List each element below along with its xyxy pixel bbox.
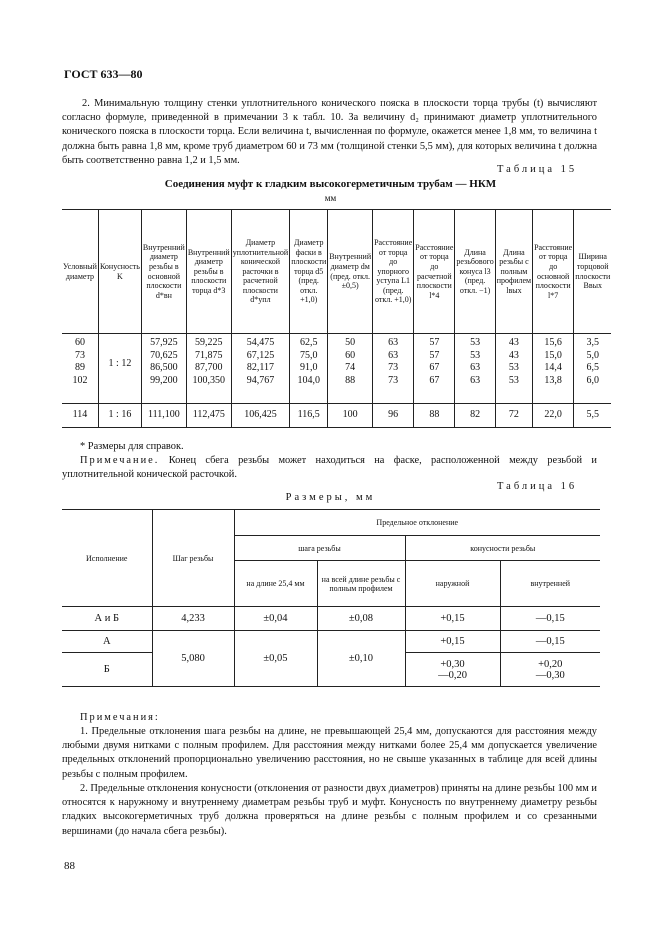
cell: 54,475 [246, 337, 275, 348]
cell: 88 [414, 404, 455, 428]
cell: —0,20 [438, 669, 467, 681]
cell: —0,15 [500, 607, 600, 631]
cell: 43 [508, 349, 519, 361]
notes2-item-2: 2. Предельные отклонения конусности (отклонения от разности двух диаметров) приняты на длине резьбы 100 мм и относятся к наружному и внутреннему диаметрам резьбы труб и муфт. Конусность по внутреннему диаметру резьбы гладких высокогерметичных труб должна проверяться на длине резьбы с полным профилем и со срезанными вершинами (до начала сбега резьбы). [62, 783, 597, 837]
cell: 4,233 [152, 607, 234, 631]
cell: ±0,04 [234, 607, 317, 631]
cell: 60 [74, 337, 85, 348]
cell: +0,30 [440, 658, 465, 670]
th-full: на всей длине резьбы с полным профилем [317, 561, 405, 607]
cell: 62,5 [299, 337, 318, 348]
cell: ±0,08 [317, 607, 405, 631]
th-outer: наружной [405, 561, 500, 607]
cell: 82 [455, 404, 495, 428]
cell: 63 [388, 349, 399, 361]
intro-paragraph: 2. Минимальную толщину стенки уплотнительного конического пояска в плоскости торца трубы (t) вычисляют согласно формуле, приведенной в примечании 3 к табл. 10. За величину d₂ принимают диаметр уплотнительного конического пояска в плоскости торца. Если величина t, вычисленная по формуле, окажется менее 1,8 мм, то величина t должна быть равна 1,8 мм, кроме труб диаметром 60 и 73 мм (толщиной стенки 5,5 мм), для которых величина t должна быть соответственно равна 1,2 и 1,5 мм. [62, 98, 597, 166]
cell: 88 [345, 374, 356, 386]
cell-taper: 1 : 12 [108, 357, 132, 369]
cell: 89 [74, 362, 85, 374]
cell: 100 [328, 404, 373, 428]
cell: 74 [345, 362, 356, 374]
notes2-label: Примечания: [80, 712, 160, 723]
cell: 73 [388, 374, 399, 386]
cell: 63 [388, 337, 399, 348]
note-text: Конец сбега резьбы может находиться на фаске, расположенной между резьбой и уплотнительной конической расточкой. [62, 455, 597, 481]
cell: +0,15 [405, 607, 500, 631]
cell: 50 [345, 337, 356, 348]
cell: Б [62, 653, 152, 687]
th-taper: Конусность K [98, 210, 141, 334]
table15-caption: Соединения муфт к гладким высокогерметичным трубам — НКМ [164, 178, 497, 190]
cell: 87,700 [195, 362, 223, 374]
th-version: Исполнение [62, 510, 152, 607]
cell: 15,0 [544, 349, 562, 361]
cell: 15,6 [544, 337, 562, 348]
table16-caption: Размеры, мм [285, 492, 376, 503]
th-dm: Внутренний диаметр dм (пред. откл. ±0,5) [328, 210, 373, 334]
table16 [62, 509, 600, 687]
th-d-upl: Диаметр уплотнительной конической расточки в расчетной плоскости d*упл [231, 210, 289, 334]
th-l3: Длина резьбового конуса l3 (пред. откл. −1) [455, 210, 495, 334]
cell: 57 [429, 349, 440, 361]
cell: —0,30 [535, 669, 565, 681]
cell: 99,200 [150, 374, 178, 386]
cell: 91,0 [299, 362, 318, 374]
cell: 112,475 [186, 404, 231, 428]
cell: 67 [429, 362, 440, 374]
cell: 22,0 [533, 404, 574, 428]
th-inner: внутренней [500, 561, 600, 607]
cell: 53 [508, 374, 519, 386]
cell: 5,5 [574, 404, 612, 428]
page-number: 88 [64, 860, 75, 872]
cell: —0,15 [500, 631, 600, 653]
cell: 5,0 [586, 349, 599, 361]
cell: 106,425 [231, 404, 289, 428]
cell: 3,5 [586, 337, 599, 348]
cell: 57 [429, 337, 440, 348]
cell: А [62, 631, 152, 653]
th-254: на длине 25,4 мм [234, 561, 317, 607]
cell: 67 [429, 374, 440, 386]
cell: 73 [74, 349, 85, 361]
cell: 73 [388, 362, 399, 374]
cell: 71,875 [195, 349, 223, 361]
th-l4: Расстояние от торца до расчетной плоскости l*4 [414, 210, 455, 334]
cell: 57,925 [150, 337, 178, 348]
th-diameter: Условный диаметр [62, 210, 98, 334]
cell: 6,0 [586, 374, 599, 386]
cell: 116,5 [290, 404, 328, 428]
table15 [62, 209, 611, 428]
cell: ±0,10 [317, 631, 405, 687]
cell: 1 : 16 [98, 404, 141, 428]
cell: ±0,05 [234, 631, 317, 687]
document-header: ГОСТ 633—80 [64, 67, 143, 81]
notes2-item-1: 1. Предельные отклонения шага резьбы на длине, не превышающей 25,4 мм, допускаются для расстояния между любыми двумя нитками с полным профилем. Для расстояния между нитками более 25,4 мм допускается увеличение предельных отклонений пропорционально увеличению расстояния, но не свыше указанных в таблице для всей длины резьбы с полным профилем. [62, 726, 597, 780]
th-d3: Внутренний диаметр резьбы в плоскости торца d*3 [186, 210, 231, 334]
cell: 102 [72, 374, 88, 386]
cell: 104,0 [297, 374, 320, 386]
cell: 59,225 [195, 337, 223, 348]
th-l-vyh: Длина резьбы с полным профилем lвых [495, 210, 532, 334]
cell: 75,0 [299, 349, 318, 361]
table15-label: Таблица 15 [497, 164, 578, 175]
footnote: * Размеры для справок. [80, 441, 184, 452]
th-l7: Расстояние от торца до основной плоскости l*7 [533, 210, 574, 334]
table16-label: Таблица 16 [497, 481, 578, 492]
note-label: Примечание. [80, 455, 160, 466]
cell: 53 [508, 362, 519, 374]
cell: 53 [470, 337, 481, 348]
cell: 63 [470, 374, 481, 386]
cell: 43 [508, 337, 519, 348]
th-pitch: Шаг резьбы [152, 510, 234, 607]
cell: 60 [345, 349, 356, 361]
cell: 63 [470, 362, 481, 374]
cell: А и Б [62, 607, 152, 631]
note [62, 454, 597, 482]
cell: 6,5 [586, 362, 599, 374]
cell: 94,767 [246, 374, 275, 386]
th-d5: Диаметр фаски в плоскости торца d5 (пред. откл. +1,0) [290, 210, 328, 334]
cell: 14,4 [544, 362, 562, 374]
th-limit: Предельное отклонение [234, 510, 600, 536]
th-taper: конусности резьбы [405, 536, 600, 561]
th-d-vn: Внутренний диаметр резьбы в основной плоскости d*вн [141, 210, 186, 334]
cell: 114 [62, 404, 98, 428]
th-step: шага резьбы [234, 536, 405, 561]
cell: 96 [373, 404, 414, 428]
th-L1: Расстояние от торца до упорного уступа L1 (пред. откл. +1,0) [373, 210, 414, 334]
cell: 13,8 [544, 374, 562, 386]
cell: 53 [470, 349, 481, 361]
table15-unit: мм [324, 193, 337, 203]
cell: 67,125 [246, 349, 275, 361]
cell: 72 [495, 404, 532, 428]
cell: +0,20 [538, 658, 563, 670]
cell: 100,350 [192, 374, 225, 386]
cell: 111,100 [141, 404, 186, 428]
cell: +0,15 [405, 631, 500, 653]
cell: 70,625 [150, 349, 178, 361]
cell: 5,080 [152, 631, 234, 687]
th-B: Ширина торцовой плоскости Bвых [574, 210, 612, 334]
cell: 86,500 [150, 362, 178, 374]
cell: 82,117 [246, 362, 275, 374]
